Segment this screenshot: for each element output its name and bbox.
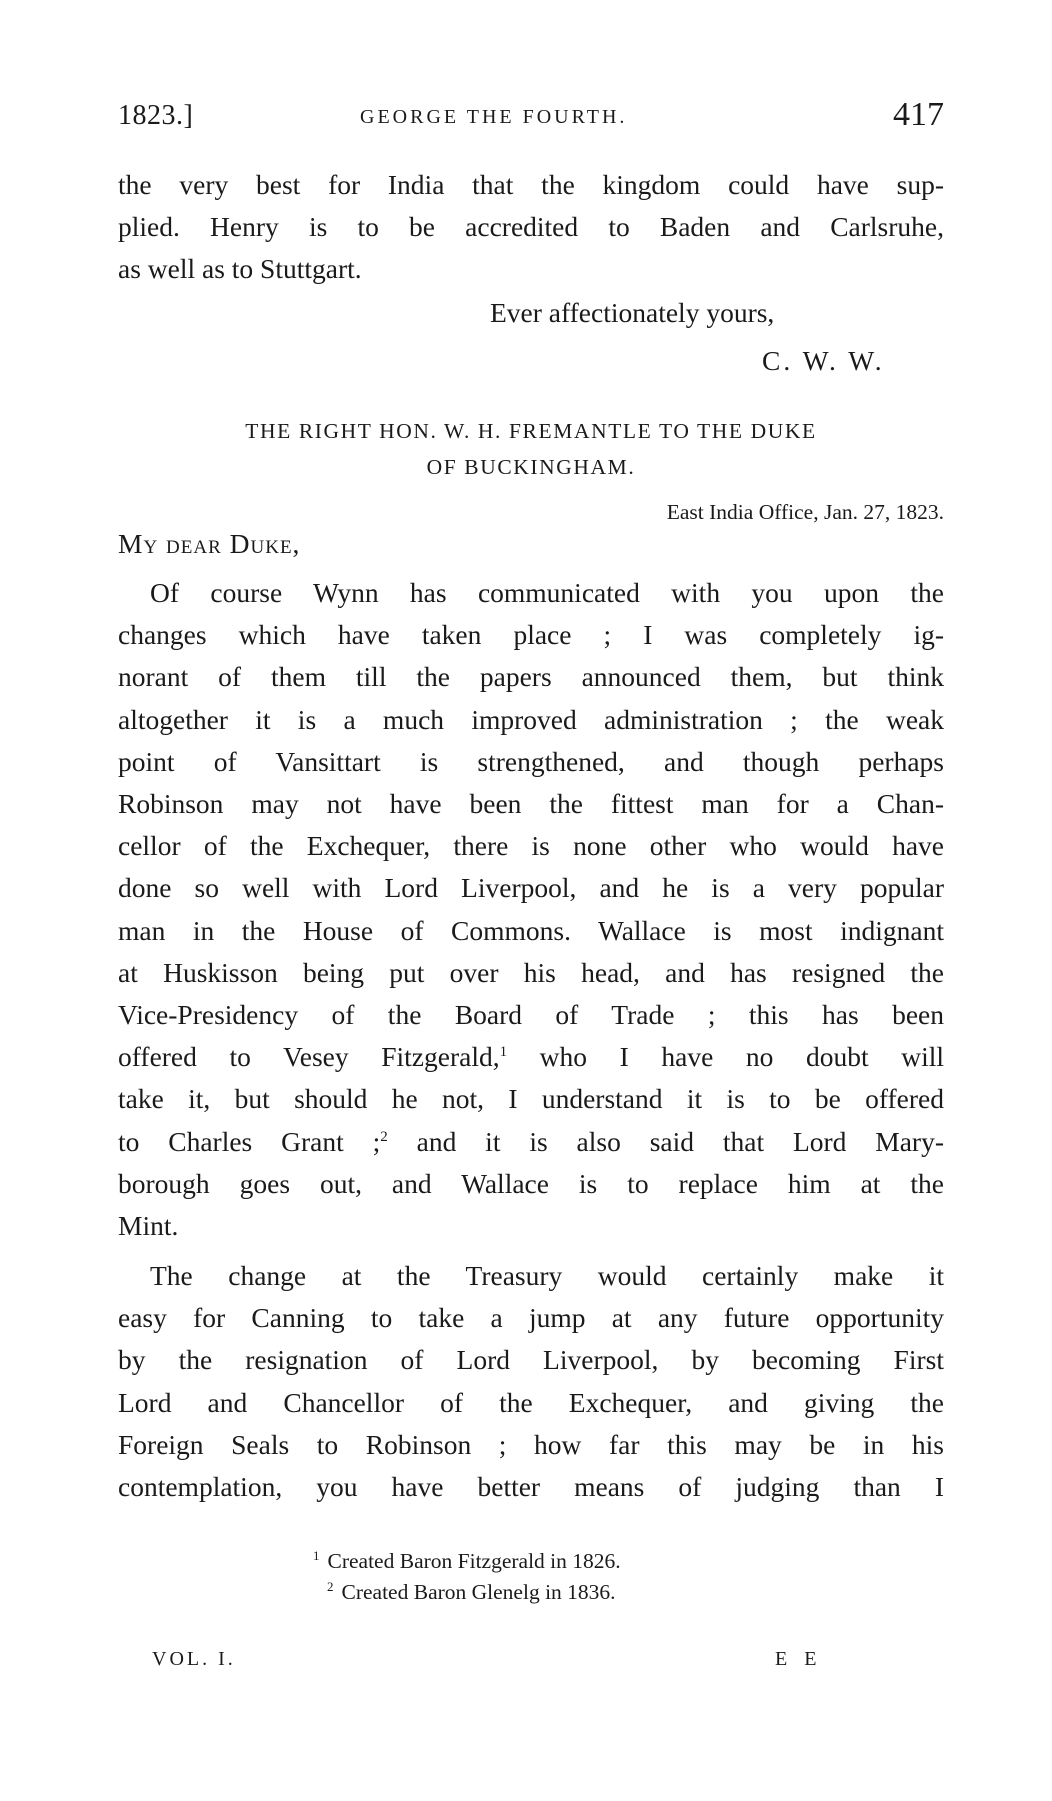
text-line: borough goes out, and Wallace is to replace him at the [118, 1167, 944, 1199]
text-line: at Huskisson being put over his head, and has resigned the [118, 956, 944, 988]
valediction: Ever affectionately yours, [490, 297, 775, 328]
text-line [118, 1036, 944, 1078]
text-line: changes which have taken place ; I was completely ig- [118, 619, 944, 651]
text-line: plied. Henry is to be accredited to Baden and Carlsruhe, [118, 211, 944, 243]
text-segment: and it is also said that Lord Mary- [387, 1125, 944, 1157]
text-line: norant of them till the papers announced them, but think [118, 661, 944, 693]
footnote-text: Created Baron Fitzgerald in 1826. [327, 1549, 621, 1573]
text-line: man in the House of Commons. Wallace is most indignant [118, 914, 944, 946]
printer-signature-mark [152, 1648, 852, 1684]
text-line: Foreign Seals to Robinson ; how far this may be in his [118, 1428, 944, 1460]
footnote-mark: 1 [499, 1044, 508, 1061]
footnote-number: 2 [327, 1578, 334, 1594]
letter-signature: C. W. W. [762, 345, 885, 376]
text-line: Of course Wynn has communicated with you upon the [150, 577, 944, 608]
text-line: done so well with Lord Liverpool, and he is a very popular [118, 872, 944, 904]
letter-paragraph-2 [118, 1255, 944, 1508]
letter-heading-line1: THE RIGHT HON. W. H. FREMANTLE TO THE DUKE [245, 419, 817, 443]
text-line: contemplation, you have better means of judging than I [118, 1471, 944, 1503]
text-line: point of Vansittart is strengthened, and though perhaps [118, 745, 944, 777]
page-number: 417 [893, 96, 944, 133]
dateline: East India Office, Jan. 27, 1823. [666, 500, 944, 524]
salutation: My dear Duke, [118, 528, 301, 559]
volume-label: VOL. I. [152, 1648, 236, 1670]
footnote-number: 1 [313, 1547, 320, 1563]
footnote-mark: 2 [380, 1128, 388, 1145]
running-head-year: 1823.] [118, 100, 194, 131]
text-segment: to Charles Grant ; [118, 1125, 381, 1157]
text-line: by the resignation of Lord Liverpool, by becoming First [118, 1344, 944, 1376]
text-segment: who I have no doubt will [507, 1041, 944, 1073]
text-line: altogether it is a much improved administration ; the weak [118, 703, 944, 735]
text-line: easy for Canning to take a jump at any future opportunity [118, 1302, 944, 1334]
footnote-text: Created Baron Glenelg in 1836. [341, 1580, 616, 1604]
text-segment: offered to Vesey Fitzgerald, [118, 1041, 500, 1073]
letter-closing [490, 290, 885, 376]
continued-paragraph [118, 164, 944, 291]
text-line: take it, but should he not, I understand it is to be offered [118, 1083, 944, 1115]
text-line: Lord and Chancellor of the Exchequer, and giving the [118, 1386, 944, 1418]
text-line: Robinson may not have been the fittest man for a Chan- [118, 788, 944, 820]
text-line: as well as to Stuttgart. [118, 253, 362, 285]
text-line: Vice-Presidency of the Board of Trade ; this has been [118, 999, 944, 1031]
running-head [118, 96, 944, 140]
text-line [118, 1121, 944, 1163]
letter-heading [118, 413, 944, 485]
text-line: The change at the Treasury would certainly make it [150, 1260, 944, 1291]
letter-heading-line2: OF BUCKINGHAM. [426, 455, 636, 479]
letter-paragraph-1 [118, 572, 944, 1247]
text-line: Mint. [118, 1210, 179, 1242]
text-line: cellor of the Exchequer, there is none other who would have [118, 830, 944, 862]
text-line: the very best for India that the kingdom could have sup- [118, 169, 944, 200]
footnote-2 [327, 1577, 616, 1608]
running-head-title: GEORGE THE FOURTH. [360, 106, 628, 128]
gathering-mark: E E [775, 1648, 823, 1670]
footnote-1 [313, 1546, 621, 1577]
